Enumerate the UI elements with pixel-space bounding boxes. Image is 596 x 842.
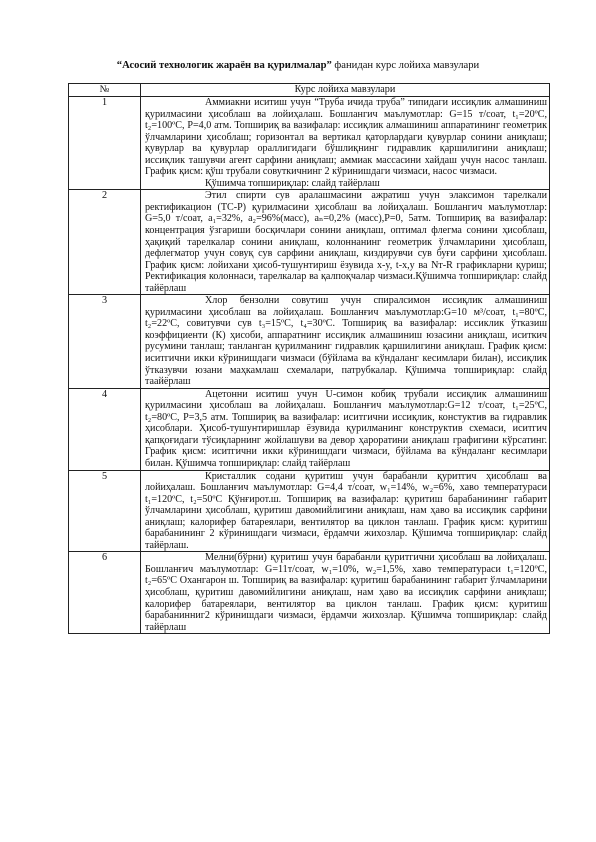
course-name: “Асосий технологик жараён ва қурилмалар” <box>116 60 332 71</box>
topic-cell <box>141 552 550 634</box>
topic-text: Ацетонни иситиш учун U-симон кобиқ трубали иссиқлик алмашиниш қурилмасини ҳисоблаш ва лойиҳалаш. Бошланғич маълумотлар:G=12 т/соат, t₁=25ºC, t₂=80ºC, P=3,5 атм. Топшириқ ва вазифалар: иситгични иссиқлик, констуктив ва гидравлик ҳисоблари. Ҳисоб-тушунтиришлар ёзувида қурилманинг конструктив схемаси, иситгич қапқоғидаги тўсиқларнинг жойлашуви ва девор ҳароратини аниқлаш графигини кўрсатинг. График қисм: иситгични икки кўринишдаги чизмаси, бўйлама ва кўндаланг кесимлари билан. Қўшимча топшириқлар: слайд тайёрлаш <box>145 388 547 469</box>
row-number: 3 <box>69 295 141 388</box>
table-row <box>69 388 550 470</box>
row-number: 4 <box>69 388 141 470</box>
header-number: № <box>69 84 141 97</box>
topic-cell <box>141 470 550 552</box>
topic-cell <box>141 295 550 388</box>
topic-text: Мелни(бўрни) қуритиш учун барабанли қуритгични ҳисоблаш ва лойиҳалаш. Бошланғич маълумотлар: G=11т/соат, w₁=10%, w₂=1,5%, хаво температураси t₁=120ºC, t₂=65ºC Охангарон ш. Топшириқ ва вазифалар: қуритиш барабанининг габарит ўлчамларини ҳисоблаш, қуритиш давомийлигини аниқлаш, нам ҳаво ва иссиқлик сарфини аниқлаш; калорифер батареялари, вентилятор ва циклон танлаш. График қисм: қуритиш барабанинниг2 кўринишдаги чизмаси, ёрдамчи жихозлар. Қўшимча топшириқлар: слайд тайёрлаш <box>145 552 547 633</box>
topic-text: Кристаллик содани қуритиш учун барабанли қуритгич ҳисоблаш ва лойиҳалаш. Бошланғич маълумотлар: G=4,4 т/соат, w₁=14%, w₂=6%, хаво температураси t₁=120ºC, t₂=50ºC Қўнғирот.ш. Топшириқ ва вазифалар: қуритиш барабанининг габарит ўлчамларини ҳисоблаш, қуритиш давомийлигини аниқлаш, нам ҳаво ва иссиқлик сарфини аниқлаш; калорифер батареялари, вентилятор ва циклон танлаш. График қисм: қуритиш барабанининг 2 кўринишдаги чизмаси, ёрдамчи жихозлар. Қўшимча топшириқлар: слайд тайёрлаш. <box>145 470 547 551</box>
topics-table <box>68 83 550 634</box>
row-number: 1 <box>69 97 141 190</box>
table-row <box>69 552 550 634</box>
title-suffix: фанидан курс лойиха мавзулари <box>331 60 480 71</box>
topic-text: Хлор бензолни совутиш учун спиралсимон иссиқлик алмашиниш қурилмасини ҳисоблаш ва лойиҳалаш. Бошланғич маълумотлар:G=10 м³/соат, t₁=80ºC, t₂=22ºC, совитувчи сув t₃=15ºC, t₄=30ºC. Топшириқ ва вазифалар: иссиклик ўтказиш коэффициенти (К) ҳисоби, аппаратнинг иссиқлик алмашиниш юзасини аниқлаш, иситкич русумини танлаш; танланган қурилманинг гидравлик қаршилигини аниқлаш. График қисм: иситгични икки кўринишдаги чизмаси (бўйлама ва кўндаланг кесимлари билан), иссиқлик ўтказувчи юзани маҳкамлаш схемалари, патрубкалар. Қўшимча топшириқлар: слайд таайёрлаш <box>145 295 547 388</box>
row-number: 2 <box>69 190 141 295</box>
row-number: 6 <box>69 552 141 634</box>
row-number: 5 <box>69 470 141 552</box>
topic-text: Аммиакни иситиш учун “Труба ичида труба” типидаги иссиқлик алмашиниш қурилмасини ҳисоблаш ва лойиҳалаш. Бошлангич маълумотлар: G=15 т/соат, t₁=20ºC, t₂=100ºC, P=4,0 атм. Топшириқ ва вазифалар: иссиқлик алмашиниш аппаратининг геометрик ўлчамларини ҳисоблаш; горизонтал ва вертикал қаторлардаги қувурлар сонини аниқлаш; қувурлар ва қувурлар ораллигидаги бўшлиқнинг гидравлик қаршилигини аниқлаш; иссиқлик ташувчи агент сарфини аниқлаш; аммиак массасини хайдаш учун насос танлаш. График қисм: қўш трубали совуткичнинг 2 кўринишдаги чизмаси, насос чизмаси. <box>145 97 547 178</box>
table-header-row <box>69 84 550 97</box>
table-row <box>69 470 550 552</box>
topic-cell <box>141 97 550 190</box>
document-title <box>0 60 596 71</box>
table-row <box>69 295 550 388</box>
topic-text: Этил спирти сув аралашмасини ажратиш учун элаксимон тарелкали ректификацион (ТС-Р) қурилмасини ҳисоблаш ва лойиҳалаш. Бошлангич маълумотлар: G=5,0 т/соат, a₁=32%, a₂=96%(масс), aₙ=0,2% (масс),P=0, 5атм. Топшириқ ва вазифалар: концентрация ўзгариши босқичлари сонини аниқлаш, оптимал флегма сонини ҳисоблаш, ҳақиқий тарелкалар сонини аниқлаш, колоннанинг геометрик ўлчамларини ҳисоблаш, дефлегматор учун совуқ сув сарфини аниқлаш, киздирувчи сув буғи сарфини ҳисоблаш. График қисм: лойихани ҳисоб-тушунтириш ёзувида x-y, t-x,y ва Nᴛ-R графикларни қуриш; Ректификация колоннаси, тарелкалар ва қалпоқчалар чизмаси.Қўшимча топшириқлар: слайд тайёрлаш <box>145 190 547 294</box>
table-row <box>69 190 550 295</box>
header-topics: Курс лойиха мавзулари <box>141 84 550 97</box>
topic-note: Қўшимча топшириқлар: слайд тайёрлаш <box>205 177 380 189</box>
table-row <box>69 97 550 190</box>
topic-cell <box>141 388 550 470</box>
topic-cell <box>141 190 550 295</box>
